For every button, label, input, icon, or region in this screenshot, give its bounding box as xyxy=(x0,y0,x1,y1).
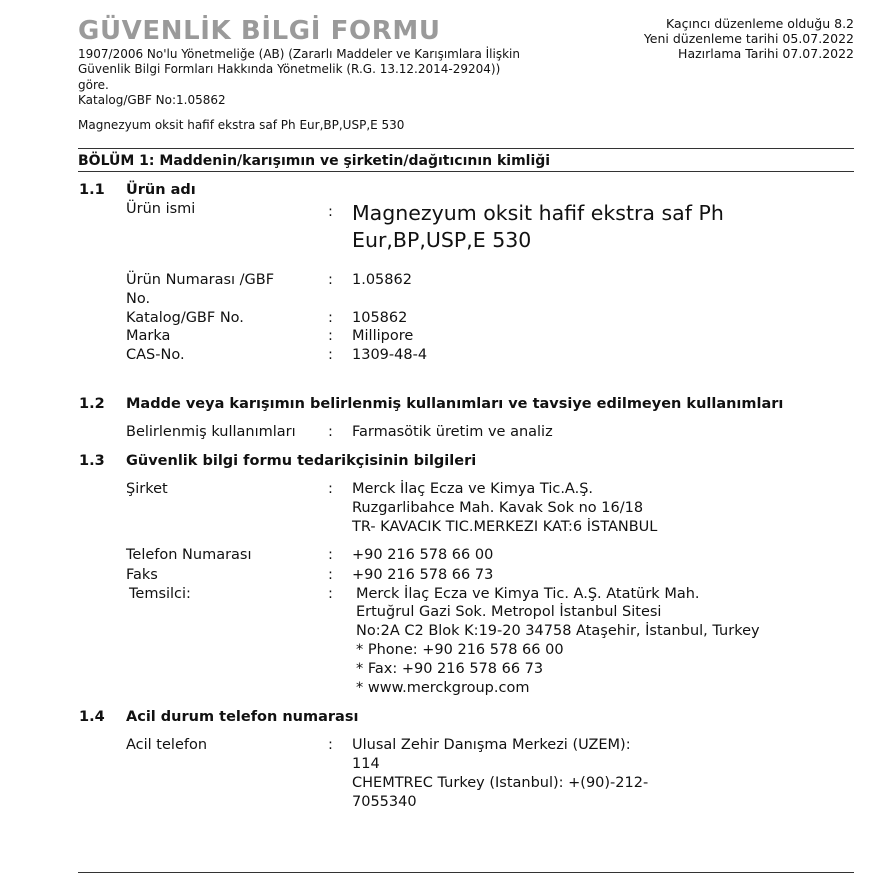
brand-label: Marka xyxy=(126,328,171,344)
representative-label: Temsilci: xyxy=(129,586,191,602)
company-line-3: TR- KAVACIK TIC.MERKEZI KAT:6 İSTANBUL xyxy=(352,519,658,535)
representative-line-2: Ertuğrul Gazi Sok. Metropol İstanbul Sitesi xyxy=(356,604,662,620)
company-line-2: Ruzgarlibahce Mah. Kavak Sok no 16/18 xyxy=(352,500,644,516)
subsection-1-4-number: 1.4 xyxy=(79,709,105,725)
catalog-label: Katalog/GBF No. xyxy=(126,310,244,326)
cas-label: CAS-No. xyxy=(126,347,185,363)
colon: : xyxy=(328,347,333,363)
subsection-1-3-number: 1.3 xyxy=(79,453,105,469)
company-label: Şirket xyxy=(126,481,168,497)
catalog-number-line: Katalog/GBF No:1.05862 xyxy=(78,93,226,107)
colon: : xyxy=(328,567,333,583)
representative-fax: * Fax: +90 216 578 66 73 xyxy=(356,661,544,677)
representative-line-1: Merck İlaç Ecza ve Kimya Tic. A.Ş. Atatürk Mah. xyxy=(356,586,700,602)
subsection-1-1-number: 1.1 xyxy=(79,182,105,198)
document-title: GÜVENLİK BİLGİ FORMU xyxy=(78,16,441,46)
colon: : xyxy=(328,481,333,497)
emergency-line-3: CHEMTREC Turkey (Istanbul): +(90)-212- xyxy=(352,775,649,791)
regulation-line-1: 1907/2006 No'lu Yönetmeliğe (AB) (Zararlı Maddeler ve Karışımlara İlişkin xyxy=(78,47,520,61)
phone-value: +90 216 578 66 00 xyxy=(352,547,494,563)
colon: : xyxy=(328,204,333,220)
fax-value: +90 216 578 66 73 xyxy=(352,567,494,583)
fax-label: Faks xyxy=(126,567,158,583)
regulation-line-3: göre. xyxy=(78,78,109,92)
colon: : xyxy=(328,547,333,563)
colon: : xyxy=(328,328,333,344)
company-line-1: Merck İlaç Ecza ve Kimya Tic.A.Ş. xyxy=(352,481,594,497)
subsection-1-4-title: Acil durum telefon numarası xyxy=(126,709,359,725)
cas-value: 1309-48-4 xyxy=(352,347,428,363)
product-name-line-1: Magnezyum oksit hafif ekstra saf Ph xyxy=(352,201,724,225)
revision-number: Kaçıncı düzenleme olduğu 8.2 xyxy=(666,16,854,31)
identified-uses-value: Farmasötik üretim ve analiz xyxy=(352,424,553,440)
product-name-line-2: Eur,BP,USP,E 530 xyxy=(352,228,532,252)
representative-website: * www.merckgroup.com xyxy=(356,680,530,696)
regulation-line-2: Güvenlik Bilgi Formları Hakkında Yönetmelik (R.G. 13.12.2014-29204)) xyxy=(78,62,501,76)
section-1-heading: BÖLÜM 1: Maddenin/karışımın ve şirketin/dağıtıcının kimliği xyxy=(78,153,551,169)
subsection-1-2-number: 1.2 xyxy=(79,396,105,412)
product-number-label-1: Ürün Numarası /GBF xyxy=(126,272,275,288)
brand-value: Millipore xyxy=(352,328,414,344)
revision-date: Yeni düzenleme tarihi 05.07.2022 xyxy=(643,31,854,46)
colon: : xyxy=(328,272,333,288)
subsection-1-2-title: Madde veya karışımın belirlenmiş kullanımları ve tavsiye edilmeyen kullanımları xyxy=(126,396,784,412)
section-divider-top xyxy=(78,148,854,149)
product-number-value: 1.05862 xyxy=(352,272,412,288)
product-name-label: Ürün ismi xyxy=(126,201,196,217)
representative-phone: * Phone: +90 216 578 66 00 xyxy=(356,642,564,658)
emergency-line-4: 7055340 xyxy=(352,794,417,810)
section-heading-underline xyxy=(78,171,854,172)
preparation-date: Hazırlama Tarihi 07.07.2022 xyxy=(678,46,854,61)
product-number-label-2: No. xyxy=(126,291,151,307)
representative-line-3: No:2A C2 Blok K:19-20 34758 Ataşehir, İstanbul, Turkey xyxy=(356,623,760,639)
colon: : xyxy=(328,586,333,602)
colon: : xyxy=(328,424,333,440)
subsection-1-3-title: Güvenlik bilgi formu tedarikçisinin bilgileri xyxy=(126,453,477,469)
subsection-1-1-title: Ürün adı xyxy=(126,182,196,198)
colon: : xyxy=(328,310,333,326)
phone-label: Telefon Numarası xyxy=(126,547,252,563)
colon: : xyxy=(328,737,333,753)
emergency-label: Acil telefon xyxy=(126,737,208,753)
emergency-line-2: 114 xyxy=(352,756,380,772)
emergency-line-1: Ulusal Zehir Danışma Merkezi (UZEM): xyxy=(352,737,631,753)
catalog-value: 105862 xyxy=(352,310,408,326)
section-divider-bottom xyxy=(78,872,854,873)
header-product-line: Magnezyum oksit hafif ekstra saf Ph Eur,BP,USP,E 530 xyxy=(78,118,405,132)
identified-uses-label: Belirlenmiş kullanımları xyxy=(126,424,296,440)
